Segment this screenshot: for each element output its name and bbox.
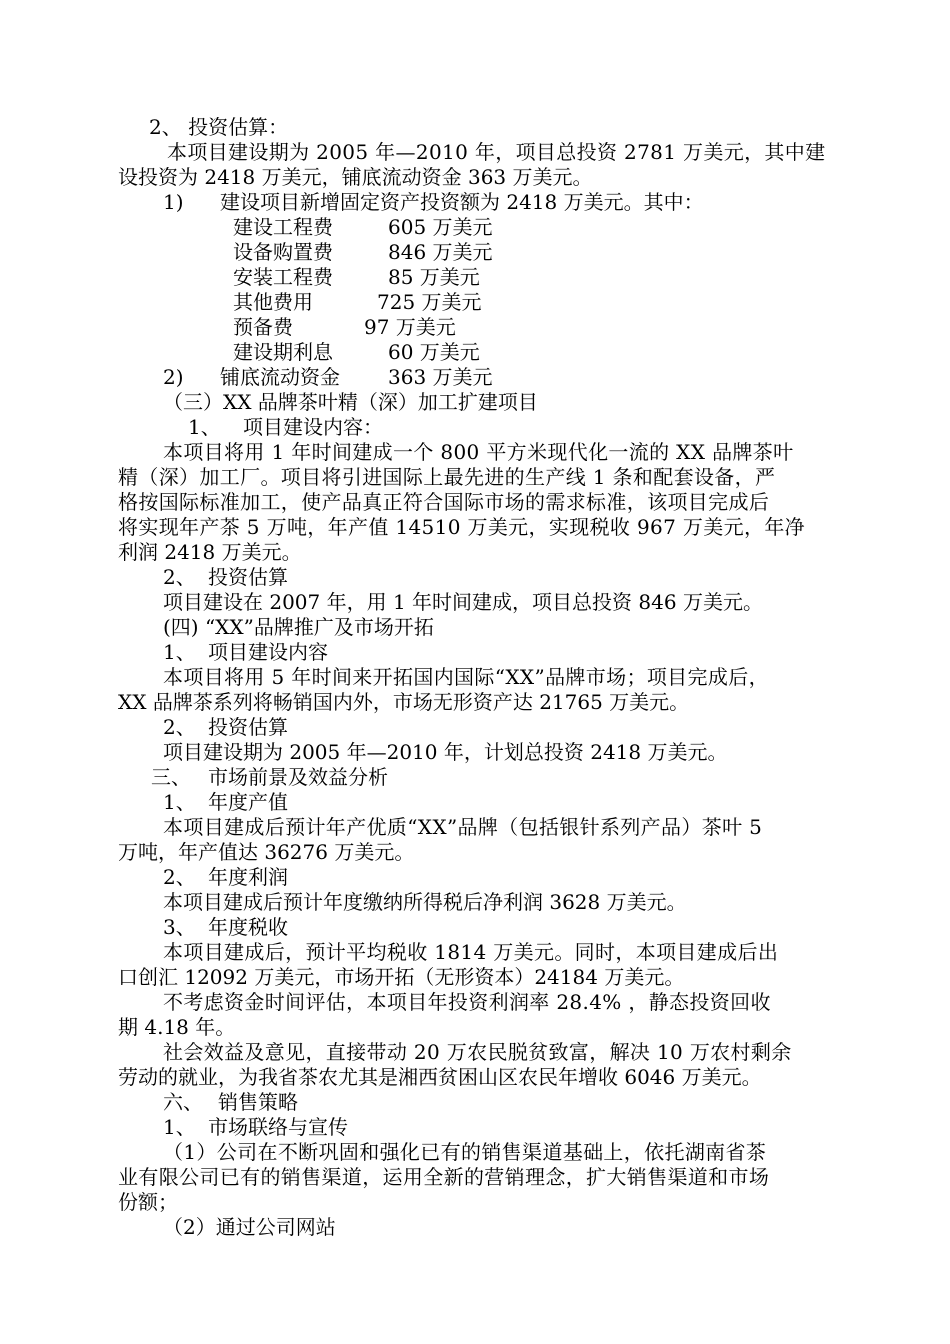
section-heading: (四) “XX”品牌推广及市场开拓 (163, 615, 434, 639)
cost-item-value: 846 万美元 (388, 240, 493, 264)
section-heading: 销售策略 (218, 1090, 298, 1114)
cost-item-name: 建设工程费 (233, 215, 333, 239)
paragraph-line: 项目建设期为 2005 年—2010 年，计划总投资 2418 万美元。 (163, 740, 728, 764)
section-heading: （三）XX 品牌茶叶精（深）加工扩建项目 (163, 390, 538, 414)
subsection-heading: 市场联络与宣传 (208, 1115, 348, 1139)
paragraph-line: 不考虑资金时间评估，本项目年投资利润率 28.4% ，静态投资回收 (163, 990, 771, 1014)
paragraph-line: 业有限公司已有的销售渠道，运用全新的营销理念，扩大销售渠道和市场 (118, 1165, 770, 1189)
paragraph-line: 本项目将用 1 年时间建成一个 800 平方米现代化一流的 XX 品牌茶叶 (163, 440, 794, 464)
section-heading: 2、 投资估算： (149, 115, 289, 139)
cost-item-name: 设备购置费 (233, 240, 333, 264)
paragraph-line: （1）公司在不断巩固和强化已有的销售渠道基础上，依托湖南省茶 (163, 1140, 767, 1164)
cost-item-value: 85 万美元 (388, 265, 480, 289)
cost-item-name: 建设期利息 (233, 340, 333, 364)
paragraph-line: 本项目将用 5 年时间来开拓国内国际“XX”品牌市场；项目完成后， (163, 665, 769, 689)
list-marker: 2、 (163, 565, 196, 589)
cost-item-name: 安装工程费 (233, 265, 333, 289)
list-marker: 三、 (151, 765, 191, 789)
paragraph-line: 本项目建成后预计年产优质“XX”品牌（包括银针系列产品）茶叶 5 (163, 815, 763, 839)
list-marker: 2) (163, 365, 184, 389)
list-marker: 3、 (163, 915, 196, 939)
list-marker: 1、 (163, 790, 196, 814)
list-item-text: 建设项目新增固定资产投资额为 2418 万美元。其中： (220, 190, 704, 214)
paragraph-line: 期 4.18 年。 (118, 1015, 236, 1039)
list-marker: 2、 (163, 865, 196, 889)
cost-item-name: 预备费 (233, 315, 293, 339)
subsection-heading: 年度产值 (208, 790, 288, 814)
list-marker: 1、 (163, 1115, 196, 1139)
paragraph-line: 口创汇 12092 万美元，市场开拓（无形资本）24184 万美元。 (118, 965, 685, 989)
paragraph-line: 项目建设在 2007 年，用 1 年时间建成，项目总投资 846 万美元。 (163, 590, 763, 614)
cost-item-value: 605 万美元 (388, 215, 493, 239)
paragraph-line: XX 品牌茶系列将畅销国内外，市场无形资产达 21765 万美元。 (118, 690, 690, 714)
paragraph-line: 份额； (118, 1190, 178, 1214)
paragraph-line: 精（深）加工厂。项目将引进国际上最先进的生产线 1 条和配套设备，严 (118, 465, 776, 489)
cost-item-value: 97 万美元 (364, 315, 456, 339)
cost-item-value: 60 万美元 (388, 340, 480, 364)
cost-item-value: 725 万美元 (377, 290, 482, 314)
section-heading: 市场前景及效益分析 (208, 765, 388, 789)
subsection-heading: 年度利润 (208, 865, 288, 889)
paragraph-line: 社会效益及意见，直接带动 20 万农民脱贫致富，解决 10 万农村剩余 (163, 1040, 792, 1064)
list-marker: 六、 (163, 1090, 203, 1114)
paragraph-line: 万吨，年产值达 36276 万美元。 (118, 840, 415, 864)
subsection-heading: 项目建设内容 (208, 640, 328, 664)
paragraph-line: 本项目建成后预计年度缴纳所得税后净利润 3628 万美元。 (163, 890, 687, 914)
paragraph-line: 设投资为 2418 万美元，铺底流动资金 363 万美元。 (118, 165, 593, 189)
paragraph-line: 本项目建成后，预计平均税收 1814 万美元。同时，本项目建成后出 (163, 940, 779, 964)
subsection-heading: 投资估算 (208, 715, 288, 739)
paragraph-line: 利润 2418 万美元。 (118, 540, 302, 564)
list-marker: 1、 (163, 640, 196, 664)
list-marker: 1) (163, 190, 184, 214)
subsection-heading: 项目建设内容： (243, 415, 383, 439)
paragraph-line: 劳动的就业，为我省茶农尤其是湘西贫困山区农民年增收 6046 万美元。 (118, 1065, 762, 1089)
list-marker: 1、 (188, 415, 221, 439)
paragraph-line: 将实现年产茶 5 万吨，年产值 14510 万美元，实现税收 967 万美元，年净 (118, 515, 806, 539)
list-item-text: 铺底流动资金 (220, 365, 340, 389)
paragraph-line: （2）通过公司网站 (163, 1215, 336, 1239)
paragraph-line: 格按国际标准加工，使产品真正符合国际市场的需求标准，该项目完成后 (118, 490, 770, 514)
paragraph-line: 本项目建设期为 2005 年—2010 年，项目总投资 2781 万美元，其中建 (167, 140, 826, 164)
list-marker: 2、 (163, 715, 196, 739)
subsection-heading: 投资估算 (208, 565, 288, 589)
subsection-heading: 年度税收 (208, 915, 288, 939)
cost-item-name: 其他费用 (233, 290, 313, 314)
list-item-value: 363 万美元 (388, 365, 493, 389)
